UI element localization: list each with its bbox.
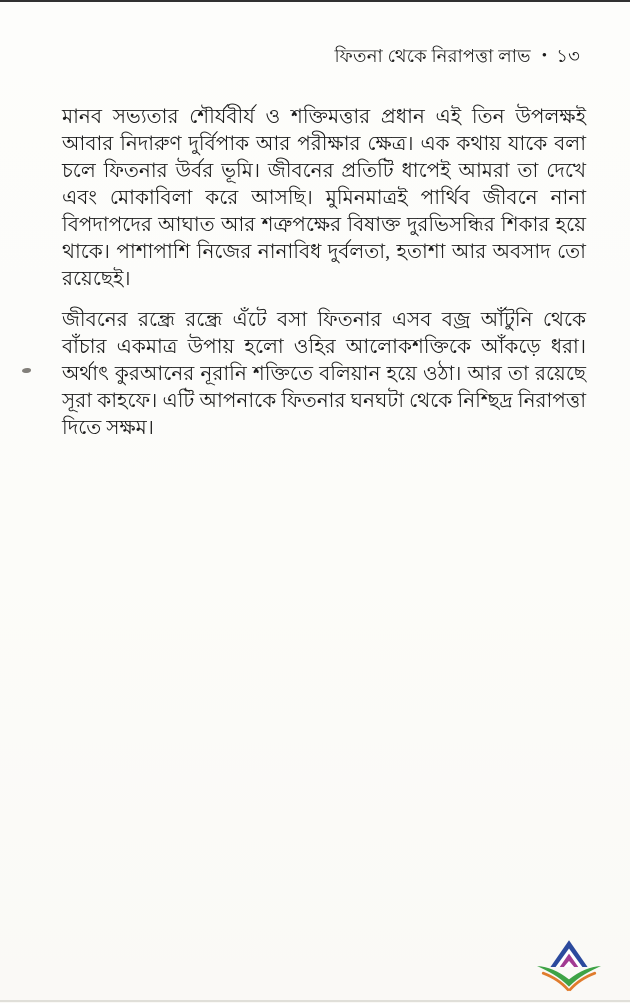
scan-edge-bottom [0, 1000, 630, 1002]
header-bullet-separator: • [541, 48, 548, 64]
paragraph-1: মানব সভ্যতার শৌর্যবীর্য ও শক্তিমত্তার প্রধান এই তিন উপলক্ষই আবার নিদারুণ দুর্বিপাক আর পরীক্ষার ক্ষেত্র। এক কথায় যাকে বলা চলে ফিতনার উর্বর ভূমি। জীবনের প্রতিটি ধাপেই আমরা তা দেখে এবং মোকাবিলা করে আসছি। মুমিনমাত্রই পার্থিব জীবনে নানা বিপদাপদের আঘাত আর শত্রুপক্ষের বিষাক্ত দুরভিসন্ধির শিকার হয়ে থাকে। পাশাপাশি নিজের নানাবিধ দুর্বলতা, হতাশা আর অবসাদ তো রয়েছেই। [62, 106, 586, 290]
running-head [335, 42, 580, 73]
scan-edge-top [0, 0, 630, 2]
logo-book-leaf-shape [537, 966, 601, 987]
ink-speck [22, 368, 31, 373]
body-text [62, 104, 586, 456]
paragraph-2: জীবনের রন্ধ্রে রন্ধ্রে এঁটে বসা ফিতনার এসব বজ্র আঁটুনি থেকে বাঁচার একমাত্র উপায় হলো ওহির আলোকশক্তিকে আঁকড়ে ধরা। অর্থাৎ কুরআনের নূরানি শক্তিতে বলিয়ান হয়ে ওঠা। আর তা রয়েছে সূরা কাহফে। এটি আপনাকে ফিতনার ঘনঘটা থেকে নিশ্ছিদ্র নিরাপত্তা দিতে সক্ষম। [62, 309, 586, 439]
publisher-logo-icon [536, 939, 602, 995]
running-head-title: ফিতনা থেকে নিরাপত্তা লাভ [334, 46, 531, 66]
page-number: ১৩ [556, 46, 580, 66]
